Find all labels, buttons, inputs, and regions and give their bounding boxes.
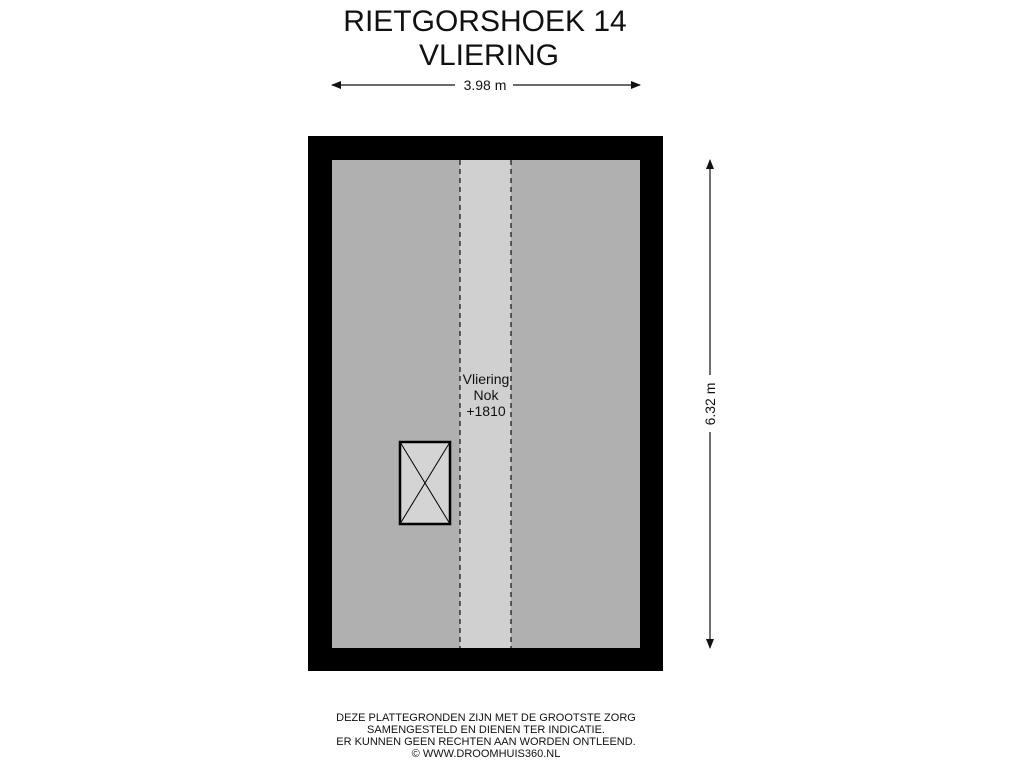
disclaimer-line-4: © WWW.DROOMHUIS360.NL xyxy=(411,748,561,760)
depth-dimension xyxy=(702,160,718,648)
disclaimer-line-1: DEZE PLATTEGRONDEN ZIJN MET DE GROOTSTE ZORG xyxy=(336,712,636,724)
plan-title-address: RIETGORSHOEK 14 xyxy=(343,5,627,38)
disclaimer-line-2: SAMENGESTELD EN DIENEN TER INDICATIE. xyxy=(367,724,605,736)
disclaimer-line-3: ER KUNNEN GEEN RECHTEN AAN WORDEN ONTLEEND. xyxy=(336,736,636,748)
loft-hatch xyxy=(400,442,450,524)
ridge-height-label: +1810 xyxy=(466,403,506,419)
ridge-label: Nok xyxy=(473,387,499,403)
plan-title-floor: VLIERING xyxy=(418,39,560,72)
disclaimer-block xyxy=(0,712,972,760)
width-dimension-label: 3.98 m xyxy=(463,77,507,93)
depth-dimension-label: 6.32 m xyxy=(702,382,718,426)
room-name-label: Vliering xyxy=(462,371,510,387)
width-dimension xyxy=(332,77,640,93)
